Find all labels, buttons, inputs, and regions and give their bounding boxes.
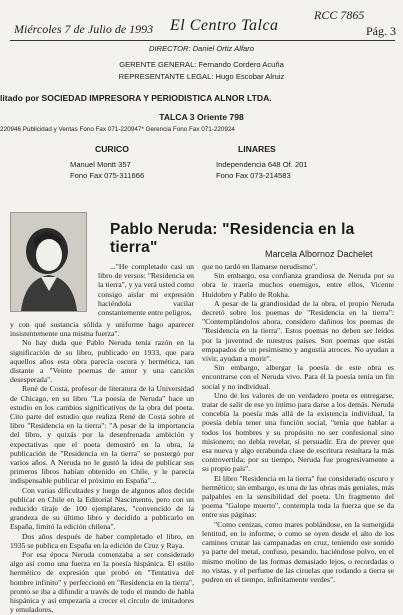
paragraph: El libro "Residencia en la tierra" fue considerado oscuro y hermético; sin embargo, es una de las obras más geniales, más palpables en la sensibilidad del poeta. Un fragmento del poema "Galope muerto", contempla toda la fuerza que se da entre sus páginas: [202, 473, 394, 520]
article-column-1-top [98, 262, 194, 317]
article-column-2 [202, 262, 394, 584]
masthead-curico: CURICO [95, 144, 129, 154]
paragraph: René de Costa, profesor de literatura de la Universidad de Chicago, en su libro "La poesía de Neruda" hace un estudio en los cambios significativos de la obra del poeta. Cito parte del estudio que realiza René de Costa sobre el libro "Residencia en la tierra": "A pesar de la importancia del libro, y quizás por la desenfrenada ambición y expectativas que el poeta demostró en la obra, la publicación de "Residencia en la tierra" se postergó por varios años. A Neruda no le gustó la idea de publicar sus primeros libros habían obtenido en Chile, y le parecía indispensable publicar el próximo en España"... [10, 384, 194, 486]
paragraph: ..."He completado casi un libro de versos: "Residencia en la tierra", y ya verá usted como consigo aislar mi expresión haciéndola vacilar constantemente entre peligros, [98, 262, 194, 318]
masthead-linares: LINARES [238, 144, 276, 154]
paragraph: No hay duda que Pablo Neruda tenía razón en la significación de su libro, publicado en 1933, que para aquellos años esta obra parecía oscura y hermética, tan distante a "Veinte poemas de amor y una canción desesperada". [10, 338, 194, 385]
paragraph: Sin embargo, albergar la poesía de este obra es encontrarse con el Neruda vivo. Para él la poesía tenía un fin social y no individual. [202, 363, 394, 391]
linares-phone: Fono Fax 073-214583 [216, 171, 291, 180]
archive-code: RCC 7865 [314, 8, 365, 22]
article-author: Marcela Albornoz Dachelet [265, 249, 373, 259]
paragraph: Por esa época Neruda comenzaba a ser considerado algo así como una fuerza en la poesía hispánica. El estilo hermético de expresión que probó en "Tentativa del hombre infinito" y perfeccionó en "Residencia en la tierra", pronto se iba a difundir a través de todo el mundo de habla hispánica y así empezaría a crecer el círculo de imitadores y emuladores, [10, 550, 194, 615]
paragraph: que no tardó en llamarse nerudismo". [202, 262, 318, 271]
paragraph: A pesar de la grandiosidad de la obra, el propio Neruda decretó sobre los poemas de "Residencia en la tierra": "Contemplándolos ahora, considero dañinos los poemas de "Residencia en la tierra". Estos poemas no deben ser leídos por la juventud de nuestros países. Son poemas que están empapados de un pesimismo y angustia atroces. No ayudan a vivir, ayudan a morir". [202, 298, 394, 364]
newspaper-name: El Centro Talca [170, 17, 279, 34]
author-photo [10, 212, 87, 312]
masthead-representante: REPRESENTANTE LEGAL: Hugo Escobar Alruiz [118, 72, 285, 81]
paragraph: Uno de los valores de un verdadero poeta es entregarse, tratar de salir de ese yo íntimo para darse a los demás. Neruda concebía la poesía más allá de la existencia individual, la poesía debía tener una función social, "tenía que hablar a todos los hombres y su propósito no ser confesional sino misionero; no debía revelar, sí persuadir. Era de prever que esa nueva y algo errabunda clase de escritura resultara la más controvertida; por su tiempo, Neruda fue progresivamente a su propio país". [202, 390, 394, 474]
masthead-publisher: litado por SOCIEDAD IMPRESORA Y PERIODISTICA ALNOR LTDA. [0, 93, 272, 103]
header-divider [10, 40, 395, 41]
masthead-director: DIRECTOR: Daniel Ortiz Alfaro [148, 44, 255, 53]
article-title: Pablo Neruda: "Residencia en la tierra" [110, 221, 355, 256]
curico-address: Manuel Montt 357 [70, 160, 131, 169]
article-column-1 [10, 320, 194, 615]
paragraph: Dos años después de haber completado el libro, en 1935 se publica en España en la edición de Cruz y Raya. [10, 531, 194, 550]
linares-address: Independencia 648 Of. 201 [216, 160, 308, 169]
masthead-phones: 220946 Publicidad y Ventas Fono Fax 071-220947* Gerencia Fono Fax 071-220924 [0, 126, 235, 133]
paragraph: "Como cenizas, como mares poblándose, en la sumergida lentitud, en lo informe, o como se oyen desde el alto de los caminos cruzar las campanadas en cruz, teniendo ese sonido ya parte del metal, confuso, pesando, haciéndose polvo, en el mismo molino de las formas demasiado lejos, o recordadas o no vistas, y el perfume de las ciruelas que rodando a tierra se pudren en el tiempo, infinitamente verdes". [202, 519, 394, 584]
paragraph: Con varias dificultades y luego de algunos años decide publicar en Chile en la Editorial Nascimento, pero con un reducido tiraje de 100 ejemplares, "convencido de la grandeza de su último libro y decidido a publicarlo en España, limitó la edición chilena". [10, 485, 194, 532]
paragraph: y con qué sustancia sólida y uniforme hago aparecer insistentemente una misma fuerza". [10, 320, 194, 339]
masthead-address: TALCA 3 Oriente 798 [159, 112, 244, 122]
masthead-gerente: GERENTE GENERAL: Fernando Cordero Acuña [119, 60, 284, 69]
curico-phone: Fono Fax 075-311666 [70, 171, 145, 180]
issue-date: Miércoles 7 de Julio de 1993 [14, 22, 154, 36]
portrait-image [11, 213, 86, 311]
page-number: Pág. 3 [366, 24, 396, 38]
paragraph: Sin embargo, esa confianza grandiosa de Neruda por su obra le traería muchos enemigos, entre ellos, Vicente Huidobro y Pablo de Rokha. [202, 271, 394, 299]
